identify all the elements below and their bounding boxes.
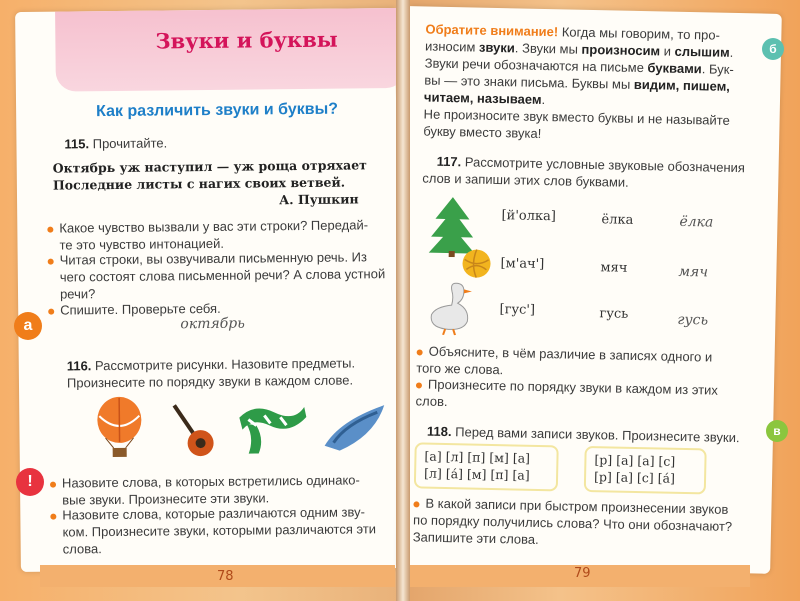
section-subtitle: Как различить звуки и буквы? (96, 100, 339, 121)
ex118-question-line-2: по порядку получились слова? Что они обозначают? (412, 512, 733, 535)
note-line-7: букву вместо звука! (423, 123, 542, 141)
note-text-1: Когда мы говорим, то про- (561, 24, 721, 43)
balalaika-picture (164, 400, 220, 461)
word-2: мяч (600, 260, 628, 276)
note-label: Обратите внимание! (425, 21, 559, 40)
sound-box-2-row-2: [р] [а] [с] [а́] (593, 469, 676, 486)
sound-box-1 (414, 442, 559, 491)
boat-picture (319, 400, 390, 456)
sound-box-1-row-1: [а] [л] [п] [м] [а] (424, 448, 531, 466)
goose-picture (425, 279, 476, 336)
handwritten-word-1: ёлка (679, 213, 714, 231)
ex118-question-line-3: Запишите эти слова. (412, 529, 539, 547)
ex115-question-1-line-2: те это чувство интонацией. (59, 235, 225, 253)
ex116-question-2-line-3: слова. (62, 541, 102, 557)
exercise-116-number: 116. (66, 358, 92, 374)
bullet-icon (416, 382, 422, 388)
ex117-question-2-line-1: Произнесите по порядку звуки в каждом из этих (427, 376, 719, 398)
ex116-question-2-line-2: ком. Произнесите звуки, которыми различаются эти (62, 521, 377, 540)
hot-air-balloon-picture (89, 396, 150, 459)
ex116-question-2-line-1: Назовите слова, которые различаются одним зву- (62, 504, 365, 523)
left-page (15, 8, 401, 572)
ex115-question-3: Спишите. Проверьте себя. (60, 300, 221, 318)
note-line-3: Звуки речи обозначаются на письме буквами. Бук- (424, 55, 734, 77)
page-number-right: 79 (574, 566, 591, 581)
ex117-question-1-line-2: того же слова. (416, 360, 504, 378)
poem-line-1: Октябрь уж наступил — уж роща отряхает (52, 157, 367, 176)
exercise-116-text: Рассмотрите рисунки. Назовите предметы. (94, 355, 356, 374)
bullet-icon (413, 501, 419, 507)
ex115-question-1-line-1: Какое чувство вызвали у вас эти строки? Передай- (59, 217, 369, 236)
poem-author: А. Пушкин (278, 191, 359, 208)
bullet-icon (48, 259, 54, 265)
margin-marker-c: в (766, 420, 788, 442)
bullet-icon (50, 482, 56, 488)
page-number-left: 78 (217, 569, 234, 584)
transcription-2: [м'ач'] (500, 256, 545, 273)
ex116-question-1-line-2: вые звуки. Произнесите эти звуки. (62, 490, 270, 508)
margin-marker-exclamation: ! (16, 468, 44, 496)
ex115-question-2-line-1: Читая строки, вы озвучивали письменную речь. Из (59, 249, 368, 268)
note-line-5: читаем, называем. (423, 89, 546, 108)
handwriting-sample: октябрь (180, 315, 245, 333)
note-line-2: износим звуки. Звуки мы произносим и слышим. (424, 38, 734, 60)
exercise-115-number: 115. (64, 136, 90, 152)
note-line-4: вы — это знаки письма. Буквы мы видим, пишем, (424, 72, 731, 94)
scarf-picture (234, 397, 310, 458)
ex115-question-2-line-2: чего состоят слова письменной речи? А слова устной (59, 266, 386, 285)
exercise-116-line-2: Произнесите по порядку звуки в каждом слове. (66, 372, 354, 391)
exercise-117-line-2: слов и запиши этих слов буквами. (422, 170, 629, 190)
exercise-117-line-1: 117. Рассмотрите условные звуковые обозначения (436, 153, 746, 176)
handwritten-word-3: гусь (677, 311, 709, 329)
bullet-icon (50, 514, 56, 520)
transcription-1: [й'олка] (501, 208, 557, 225)
bullet-icon (417, 349, 423, 355)
exercise-115-text: Прочитайте. (92, 135, 168, 152)
bullet-icon (48, 309, 54, 315)
note-line-6: Не произносите звук вместо буквы и не называйте (423, 106, 730, 128)
sound-box-2 (584, 446, 707, 495)
transcription-3: [гус'] (499, 302, 536, 318)
handwritten-word-2: мяч (678, 263, 709, 281)
ex116-question-1-line-1: Назовите слова, в которых встретились одинако- (61, 472, 360, 491)
sound-box-2-row-1: [р] [а] [а] [с] (594, 452, 676, 469)
exercise-118-number: 118. (426, 423, 452, 440)
margin-marker-a: а (14, 312, 42, 340)
book-spine (396, 0, 410, 601)
exercise-118-intro: 118. Перед вами записи звуков. Произнесите звуки. (426, 423, 740, 446)
ex118-question-line-1: В какой записи при быстром произнесении звуков (425, 495, 729, 517)
ex115-question-2-line-3: речи? (59, 286, 96, 302)
ex117-question-2-line-2: слов. (415, 393, 448, 410)
word-1: ёлка (601, 212, 634, 228)
word-3: гусь (599, 306, 629, 322)
bullet-icon (47, 227, 53, 233)
ball-picture (460, 247, 493, 280)
right-page (398, 6, 782, 574)
sound-box-1-row-2: [л] [а́] [м] [п] [а] (423, 465, 530, 483)
exercise-117-number: 117. (436, 153, 462, 170)
exercise-115-intro (64, 134, 167, 152)
poem-line-2: Последние листы с нагих своих ветвей. (52, 174, 346, 193)
margin-marker-b: б (762, 38, 784, 60)
ex117-question-1-line-1: Объясните, в чём различие в записях одного и (428, 343, 713, 365)
page-title: Звуки и буквы (155, 26, 338, 54)
